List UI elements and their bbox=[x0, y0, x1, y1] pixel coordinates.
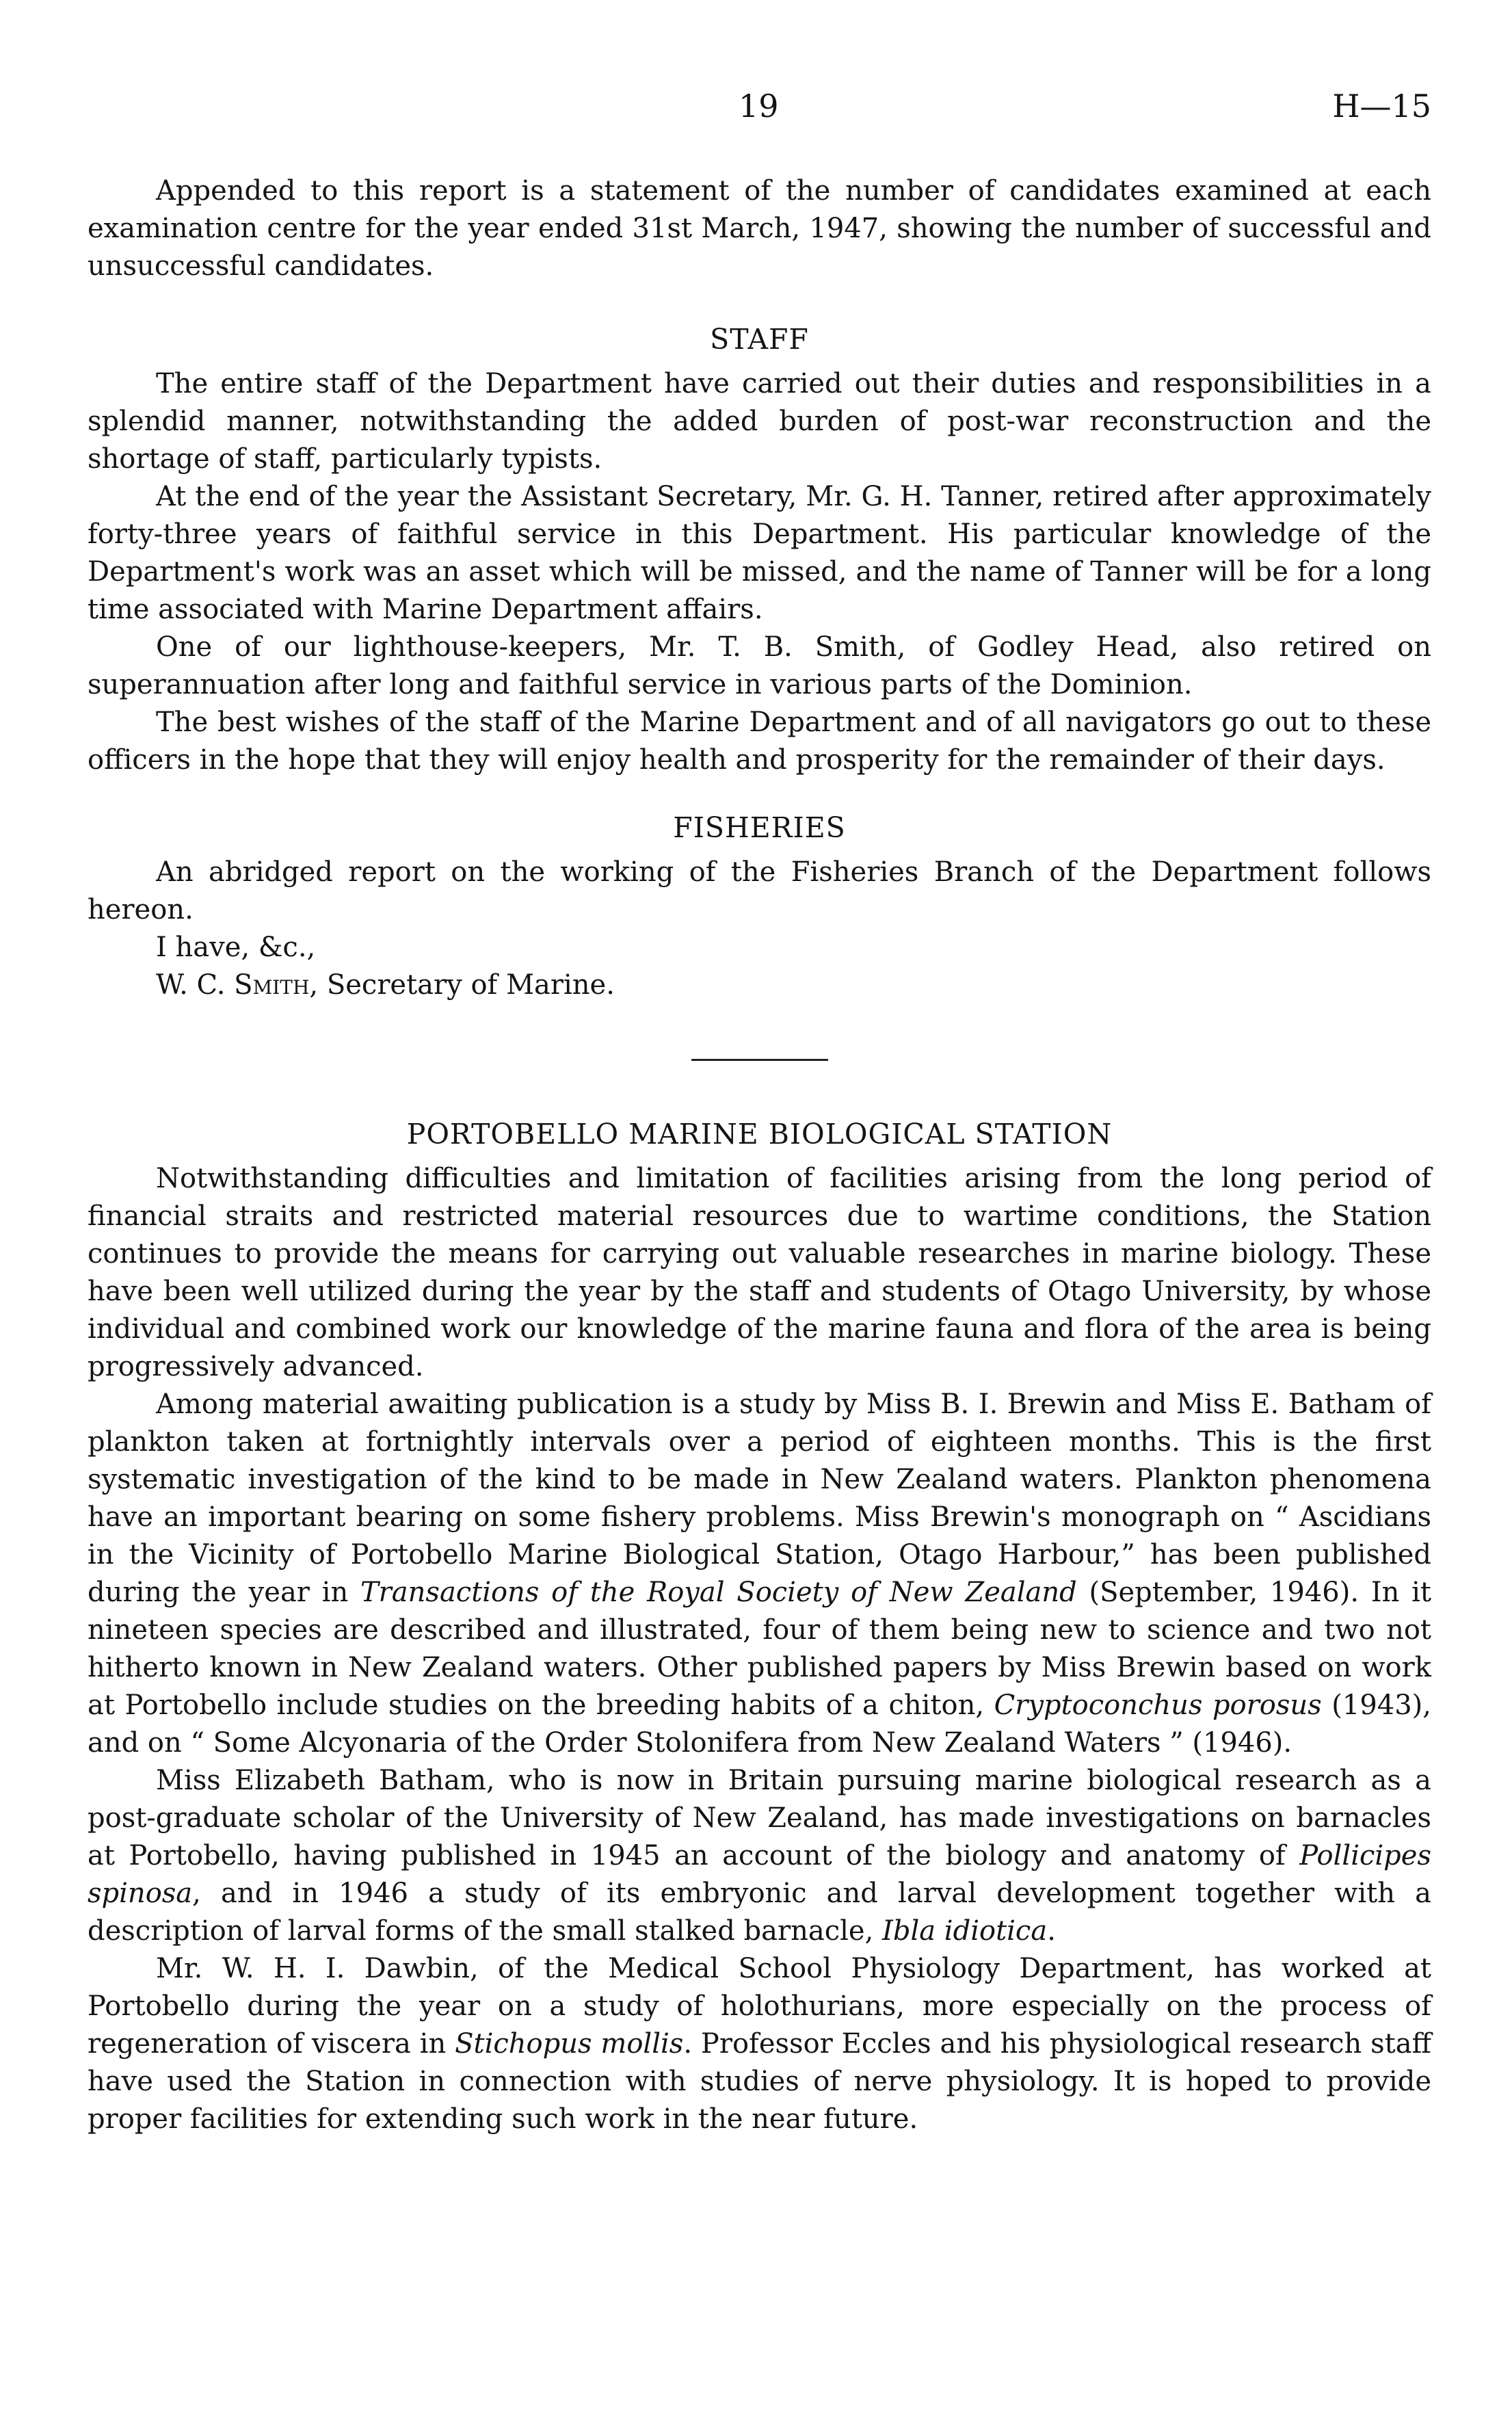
p4-text-a: Mr. W. H. I. Dawbin, of the Medical School Physiology Department, has worked at Portobello during the year on a study of holothurians, more especially on the process of regeneration of viscera in bbox=[88, 1953, 1431, 2060]
p2-text-c: (1943), and on “ Some Alcyonaria of the Order Stolonifera from New Zealand Waters ” (1946). bbox=[88, 1690, 1431, 1759]
staff-paragraph-1: The entire staff of the Department have carried out their duties and responsibilities in a splendid manner, notwithstanding the added burden of post-war reconstruction and the shortage of staff, particularly typists. bbox=[88, 368, 1431, 475]
fisheries-heading: FISHERIES bbox=[673, 811, 846, 844]
portobello-heading: PORTOBELLO MARINE BIOLOGICAL STATION bbox=[406, 1118, 1113, 1151]
species-name: Ibla idiotica bbox=[882, 1915, 1048, 1947]
document-reference: H—15 bbox=[1332, 88, 1431, 124]
portobello-paragraph-2 bbox=[88, 1386, 1431, 1762]
p2-text-a: Among material awaiting publication is a study by Miss B. I. Brewin and Miss E. Batham of plankton taken at fortnightly intervals over a period of eighteen months. This is the first systematic investigation of the kind to be made in New Zealand waters. Plankton phenomena have an important bearing on some fishery problems. Miss Brewin's monograph on “ Ascidians in the Vicinity of Portobello Marine Biological Station, Otago Harbour,” has been published during the year in bbox=[88, 1389, 1431, 1608]
portobello-paragraph-3 bbox=[88, 1762, 1431, 1950]
p2-text-b: (September, 1946). In it nineteen species are described and illustrated, four of them being new to science and two not hitherto known in New Zealand waters. Other published papers by Miss Brewin based on work at Portobello include studies on the breeding habits of a chiton, bbox=[88, 1577, 1432, 1721]
section-divider bbox=[691, 1059, 828, 1061]
fisheries-paragraph: An abridged report on the working of the Fisheries Branch of the Department follows hereon. bbox=[88, 856, 1431, 925]
staff-paragraph-2: At the end of the year the Assistant Secretary, Mr. G. H. Tanner, retired after approximately forty-three years of faithful service in this Department. His particular knowledge of the Department's work was an asset which will be missed, and the name of Tanner will be for a long time associated with Marine Department affairs. bbox=[88, 481, 1431, 625]
p4-text-b: . Professor Eccles and his physiological research staff have used the Station in connection with studies of nerve physiology. It is hoped to provide proper facilities for extending such work in the near future. bbox=[88, 2028, 1432, 2135]
staff-paragraph-4: The best wishes of the staff of the Marine Department and of all navigators go out to these officers in the hope that they will enjoy health and prosperity for the remainder of their days. bbox=[88, 707, 1431, 776]
signatory-surname: Smith bbox=[234, 969, 310, 1001]
p3-text-b: , and in 1946 a study of its embryonic and larval development together with a description of larval forms of the small stalked barnacle, bbox=[88, 1878, 1431, 1947]
portobello-paragraph-1: Notwithstanding difficulties and limitation of facilities arising from the long period of financial straits and restricted material resources due to wartime conditions, the Station continues to provide the means for carrying out valuable researches in marine biology. These have been well utilized during the year by the staff and students of Otago University, by whose individual and combined work our knowledge of the marine fauna and flora of the area is being progressively advanced. bbox=[88, 1163, 1431, 1382]
species-name: Pollicipes spinosa bbox=[88, 1840, 1431, 1909]
portobello-paragraph-4 bbox=[88, 1950, 1431, 2138]
p3-text-c: . bbox=[1047, 1915, 1056, 1947]
intro-paragraph: Appended to this report is a statement of the number of candidates examined at each examination centre for the year ended 31st March, 1947, showing the number of successful and unsuccessful candidates. bbox=[88, 175, 1431, 282]
signature-line bbox=[88, 967, 1431, 1004]
species-name: Cryptoconchus porosus bbox=[994, 1690, 1322, 1721]
staff-paragraph-3: One of our lighthouse-keepers, Mr. T. B. Smith, of Godley Head, also retired on superannuation after long and faithful service in various parts of the Dominion. bbox=[88, 631, 1431, 700]
staff-heading: STAFF bbox=[710, 323, 809, 356]
page-header bbox=[88, 88, 1431, 135]
journal-title: Transactions of the Royal Society of New Zealand bbox=[360, 1577, 1077, 1608]
page-number: 19 bbox=[739, 88, 779, 124]
signatory-title: , Secretary of Marine. bbox=[309, 969, 615, 1001]
document-body bbox=[88, 172, 1431, 2138]
p3-text-a: Miss Elizabeth Batham, who is now in Britain pursuing marine biological research as a post-graduate scholar of the University of New Zealand, has made investigations on barnacles at Portobello, having published in 1945 an account of the biology and anatomy of bbox=[88, 1765, 1431, 1871]
closing-line: I have, &c., bbox=[156, 932, 316, 963]
species-name: Stichopus mollis bbox=[455, 2028, 684, 2060]
signatory-initials: W. C. bbox=[156, 969, 226, 1001]
